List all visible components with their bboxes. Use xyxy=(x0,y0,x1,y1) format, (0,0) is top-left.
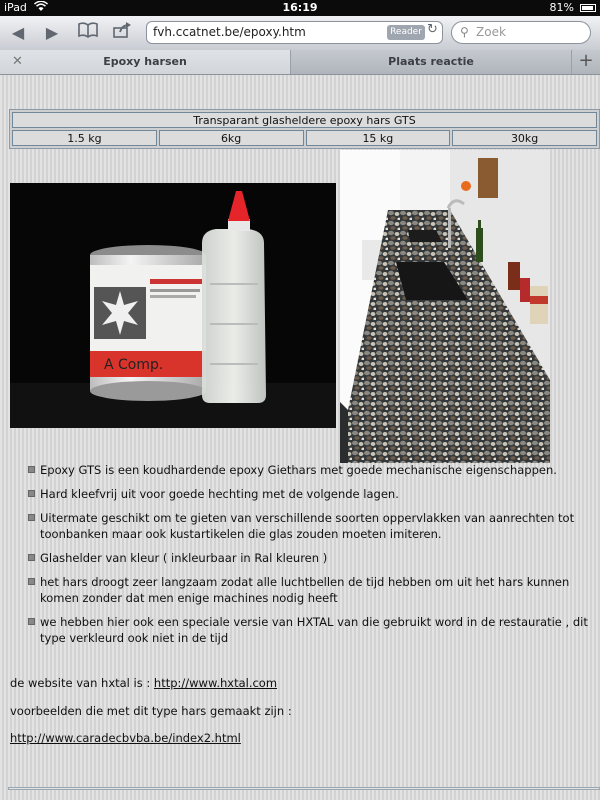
address-bar[interactable]: fvh.ccatnet.be/epoxy.htm xyxy=(146,21,443,44)
size-cell: 30kg xyxy=(452,130,597,146)
bullet-icon xyxy=(28,618,35,625)
list-item xyxy=(28,510,600,542)
size-cell: 6kg xyxy=(159,130,304,146)
list-item-text: Hard kleefvrij uit voor goede hechting met de volgende lagen. xyxy=(40,487,399,501)
bullet-icon xyxy=(28,554,35,561)
reader-button[interactable]: Reader xyxy=(387,25,425,40)
divider xyxy=(8,787,600,790)
tab-label: Plaats reactie xyxy=(388,55,474,68)
list-item-text: we hebben hier ook een speciale versie van HXTAL van die gebruikt word in de restauratie , dit type verkleurd ook niet in de tijd xyxy=(40,615,588,645)
tab-epoxy-harsen[interactable] xyxy=(0,50,291,74)
feature-list xyxy=(28,462,600,654)
bookmarks-icon[interactable] xyxy=(76,22,100,44)
list-item-text: Epoxy GTS is een koudhardende epoxy Giethars met goede mechanische eigenschappen. xyxy=(40,463,557,477)
list-item-text: Uitermate geschikt om te gieten van verschillende soorten oppervlakken van aanrechten tot toonbanken maar ook kustartikelen die glas zouden moeten imiteren. xyxy=(40,511,575,541)
hxtal-text: de website van hxtal is : xyxy=(10,676,154,690)
battery-percent: 81% xyxy=(549,1,574,14)
list-item-text: Glashelder van kleur ( inkleurbaar in Ral kleuren ) xyxy=(40,551,328,565)
bullet-icon xyxy=(28,514,35,521)
hxtal-link[interactable]: http://www.hxtal.com xyxy=(153,676,278,690)
tab-label: Epoxy harsen xyxy=(103,55,187,68)
list-item xyxy=(28,614,600,646)
list-item xyxy=(28,574,600,606)
search-placeholder: Zoek xyxy=(476,25,506,39)
examples-paragraph xyxy=(10,731,241,745)
list-item-text: het hars droogt zeer langzaam zodat alle luchtbellen de tijd hebben om uit het hars kunnen komen zonder dat men enige machines nodig heeft xyxy=(40,575,570,605)
search-input[interactable] xyxy=(451,21,591,44)
hxtal-paragraph xyxy=(10,676,277,690)
web-page xyxy=(0,75,600,800)
examples-link[interactable]: http://www.caradecbvba.be/index2.html xyxy=(10,731,241,745)
list-item xyxy=(28,486,600,502)
clock: 16:19 xyxy=(282,1,318,14)
size-cell: 15 kg xyxy=(306,130,451,146)
back-icon[interactable]: ◀ xyxy=(11,23,25,42)
bullet-icon xyxy=(28,466,35,473)
can-label: A Comp. xyxy=(104,357,164,373)
table-title: Transparant glasheldere epoxy hars GTS xyxy=(12,112,597,128)
countertop-photo xyxy=(340,150,550,463)
tab-plaats-reactie[interactable] xyxy=(291,50,572,74)
size-cell: 1.5 kg xyxy=(12,130,157,146)
forward-icon[interactable]: ▶ xyxy=(45,23,59,42)
status-bar xyxy=(0,0,600,16)
tab-bar xyxy=(0,50,600,75)
examples-text: voorbeelden die met dit type hars gemaakt zijn : xyxy=(10,704,292,718)
new-tab-icon[interactable]: + xyxy=(578,50,594,71)
close-tab-icon[interactable]: ✕ xyxy=(12,54,23,69)
battery-icon xyxy=(580,4,596,12)
table-row xyxy=(12,130,597,146)
reload-icon[interactable]: ↻ xyxy=(427,22,438,37)
list-item xyxy=(28,462,600,478)
list-item xyxy=(28,550,600,566)
price-table xyxy=(9,109,600,149)
product-photo xyxy=(10,183,336,428)
bullet-icon xyxy=(28,578,35,585)
share-icon[interactable] xyxy=(110,22,134,44)
bullet-icon xyxy=(28,490,35,497)
device-name: iPad xyxy=(4,1,27,14)
search-icon: ⚲ xyxy=(460,25,469,39)
